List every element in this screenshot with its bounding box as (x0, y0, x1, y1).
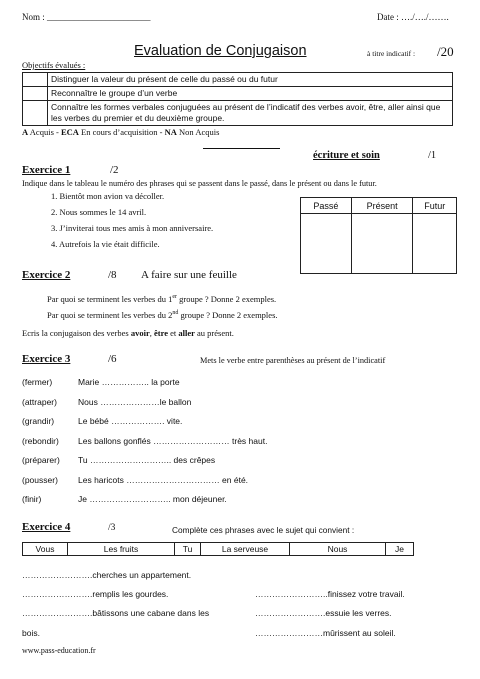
list-item (22, 377, 422, 397)
sentence-blank: Nous …………………le ballon (78, 396, 192, 407)
exercise1-sentence-list (51, 191, 213, 255)
verb-hint: (finir) (22, 494, 42, 504)
column-header-passe: Passé (301, 198, 352, 214)
answer-cell-futur[interactable] (413, 214, 457, 274)
name-field-label: Nom : _______________________ (22, 12, 151, 22)
writing-label: écriture et soin (313, 150, 380, 161)
verb-hint: (grandir) (22, 416, 55, 426)
legend-a-text: Acquis - (28, 127, 61, 137)
date-field-label: Date : …./…./……. (377, 12, 449, 22)
exercise3-score: /6 (108, 353, 117, 365)
footer-website: www.pass-education.fr (22, 646, 96, 655)
list-item (22, 494, 422, 514)
separator: , (149, 328, 154, 338)
question2-text-end: groupe ? Donne 2 exemples. (178, 310, 278, 320)
exercise4-title: Exercice 4 (22, 521, 71, 533)
sentence-right-3: ……………………mûrissent au soleil. (255, 628, 396, 638)
sentence-left-2: …………………….remplis les gourdes. (22, 589, 169, 599)
list-item (22, 455, 422, 475)
column-header-present: Présent (351, 198, 413, 214)
question1-text-end: groupe ? Donne 2 exemples. (177, 294, 277, 304)
sentence-blank: Tu ……………………….. des crêpes (78, 455, 216, 465)
list-item (22, 397, 422, 417)
verb-hint: (fermer) (22, 377, 53, 387)
sentence-right-1: ……………………..finissez votre travail. (255, 589, 405, 599)
sentence-left-3-cont: bois. (22, 628, 40, 638)
list-item: 1. Bientôt mon avion va décoller. (51, 191, 165, 201)
exercise4-score: /3 (108, 523, 116, 533)
exercise2-question2 (47, 310, 278, 320)
list-item: 3. J’inviterai tous mes amis à mon anniversaire. (51, 223, 214, 233)
total-score: /20 (437, 44, 454, 59)
score-hint: à titre indicatif : (367, 49, 416, 58)
divider (203, 148, 280, 149)
objective-grade-cell (23, 101, 48, 126)
answer-cell-passe[interactable] (301, 214, 352, 274)
exercise3-list (22, 377, 422, 514)
sentence-blank: Le bébé ………………. vite. (78, 416, 183, 426)
exercise4-instruction: Complète ces phrases avec le sujet qui convient : (172, 525, 355, 535)
sentence-blank: Les haricots …………………………… en été. (78, 474, 249, 485)
tense-table (300, 197, 457, 274)
objective-row (23, 101, 453, 126)
list-item (22, 475, 422, 495)
sentence-left-1: …………………….cherches un appartement. (22, 570, 192, 580)
verb-hint: (préparer) (22, 455, 60, 465)
subject-word: Les fruits (68, 543, 175, 556)
verb-hint: (pousser) (22, 474, 58, 485)
legend-na: NA (164, 127, 177, 137)
exercise3-title: Exercice 3 (22, 353, 71, 365)
legend-na-text: Non Acquis (176, 127, 220, 137)
ordinal-sup: er (172, 294, 178, 301)
question3-text-end: au présent. (194, 328, 234, 338)
subject-word: Nous (290, 543, 386, 556)
sentence-blank: Marie …………….. la porte (78, 377, 180, 387)
verb-hint: (attraper) (22, 396, 57, 407)
objective-grade-cell (23, 87, 48, 101)
page-title: Evaluation de Conjugaison (134, 43, 307, 59)
exercise2-subtitle: A faire sur une feuille (141, 269, 237, 281)
list-item: 4. Autrefois la vie était difficile. (51, 239, 160, 249)
objective-row (23, 73, 453, 87)
objectives-table (22, 72, 453, 126)
answer-cell-present[interactable] (351, 214, 413, 274)
list-item (22, 436, 422, 456)
objective-text: Reconnaître le groupe d’un verbe (48, 87, 453, 101)
grading-legend (22, 127, 219, 137)
sentence-left-3: …………………….bâtissons une cabane dans les (22, 608, 210, 618)
objective-text: Distinguer la valeur du présent de celle du passé ou du futur (48, 73, 453, 87)
exercise3-instruction: Mets le verbe entre parenthèses au présent de l’indicatif (200, 356, 386, 365)
legend-eca-text: En cours d’acquisition - (78, 127, 165, 137)
exercise1-title: Exercice 1 (22, 164, 71, 176)
exercise2-score: /8 (108, 269, 117, 281)
question2-text: Par quoi se terminent les verbes du 2 (47, 310, 173, 320)
column-header-futur: Futur (413, 198, 457, 214)
legend-a: A (22, 127, 29, 137)
sentence-blank: Je ……………………….. mon déjeuner. (78, 494, 227, 504)
list-item (22, 416, 422, 436)
exercise2-question3 (22, 328, 234, 338)
verb-etre: être (153, 328, 168, 338)
objective-text: Connaître les formes verbales conjuguées au présent de l’indicatif des verbes avoir, être, aller ainsi que les verbes du premier et du deuxième groupe. (48, 101, 453, 126)
subject-word: Vous (23, 543, 68, 556)
sentence-blank: Les ballons gonflés ……………………… très haut. (78, 435, 268, 446)
exercise2-question1 (47, 294, 276, 304)
ordinal-sup: nd (172, 310, 179, 317)
subject-word-bank (22, 542, 414, 556)
exercise2-title: Exercice 2 (22, 269, 71, 281)
subject-word: Tu (175, 543, 201, 556)
writing-score: /1 (428, 150, 437, 161)
subject-word: La serveuse (201, 543, 290, 556)
question3-text: Ecris la conjugaison des verbes (22, 328, 131, 338)
verb-avoir: avoir (130, 328, 150, 338)
objective-grade-cell (23, 73, 48, 87)
verb-aller: aller (178, 328, 195, 338)
question1-text: Par quoi se terminent les verbes du 1 (47, 294, 173, 304)
objectives-heading: Objectifs évalués : (22, 60, 86, 70)
verb-hint: (rebondir) (22, 435, 59, 446)
list-item: 2. Nous sommes le 14 avril. (51, 207, 147, 217)
sentence-right-2: …………………….essuie les verres. (255, 608, 392, 618)
exercise1-score: /2 (110, 164, 119, 176)
subject-word: Je (386, 543, 414, 556)
conjunction: et (167, 328, 179, 338)
objective-row (23, 87, 453, 101)
legend-eca: ECA (60, 127, 79, 137)
exercise1-instruction: Indique dans le tableau le numéro des phrases qui se passent dans le passé, dans le présent ou dans le futur. (22, 179, 377, 188)
